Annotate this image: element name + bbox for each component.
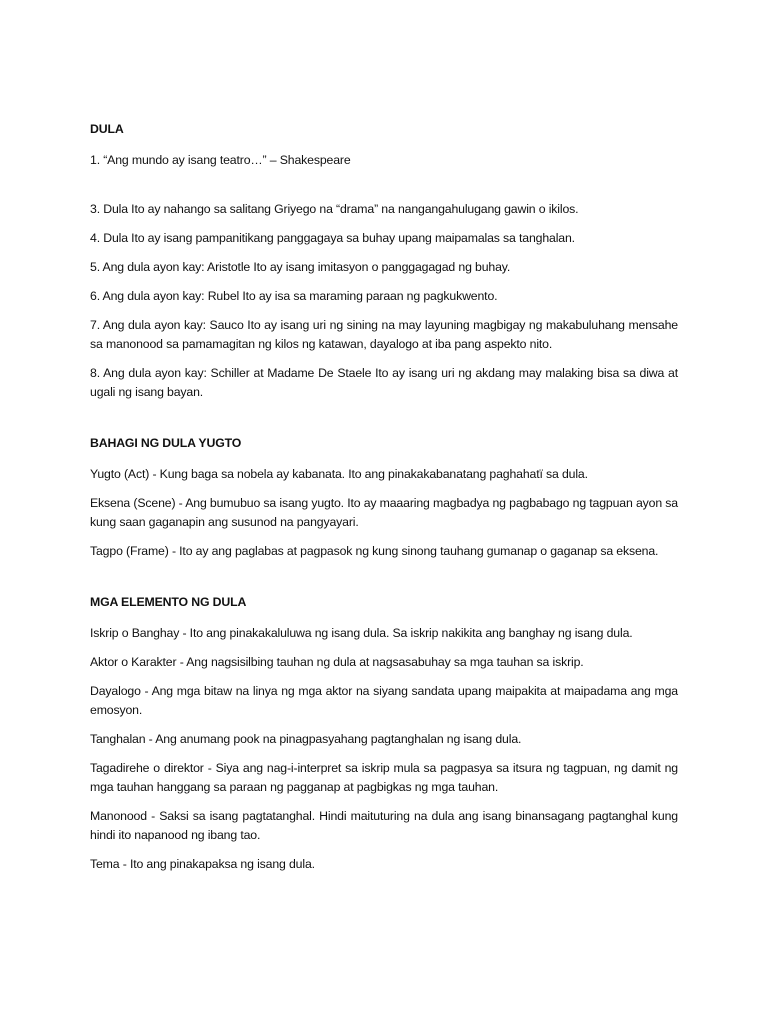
paragraph: Yugto (Act) - Kung baga sa nobela ay kabanata. Ito ang pinakakabanatang paghahatï sa dula.: [90, 467, 588, 481]
paragraph: Eksena (Scene) - Ang bumubuo sa isang yugto. Ito ay maaaring magbadya ng pagbabago ng tagpuan ayon sa kung saan gaganapin ang susunod na pangyayari.: [90, 496, 678, 529]
spacer: [90, 180, 678, 200]
paragraph: Aktor o Karakter - Ang nagsisilbing tauhan ng dula at nagsasabuhay sa mga tauhan sa iskrip.: [90, 655, 584, 669]
spacer: [90, 412, 678, 434]
document-page: [90, 120, 678, 884]
paragraph: 7. Ang dula ayon kay: Sauco Ito ay isang uri ng sining na may layuning magbigay ng makabuluhang mensahe sa manonood sa pamamagitan ng kilos ng katawan, dayalogo at iba pang aspekto nito.: [90, 318, 678, 351]
paragraph: 8. Ang dula ayon kay: Schiller at Madame De Staele Ito ay isang uri ng akdang may malaking bisa sa diwa at ugali ng isang bayan.: [90, 366, 678, 399]
section-heading-bahagi: BAHAGI NG DULA YUGTO: [90, 436, 242, 450]
paragraph: Tagpo (Frame) - Ito ay ang paglabas at pagpasok ng kung sinong tauhang gumanap o gaganap sa eksena.: [90, 544, 659, 558]
paragraph: Tagadirehe o direktor - Siya ang nag-i-interpret sa iskrip mula sa pagpasya sa itsura ng tagpuan, ng damit ng mga tauhan hanggang sa paraan ng pagganap at pagbigkas ng mga tauhan.: [90, 761, 678, 794]
paragraph: 6. Ang dula ayon kay: Rubel Ito ay isa sa maraming paraan ng pagkukwento.: [90, 289, 498, 303]
paragraph: Dayalogo - Ang mga bitaw na linya ng mga aktor na siyang sandata upang maipakita at maipadama ang mga emosyon.: [90, 684, 678, 717]
paragraph: 5. Ang dula ayon kay: Aristotle Ito ay isang imitasyon o panggagagad ng buhay.: [90, 260, 511, 274]
section-heading-elemento: MGA ELEMENTO NG DULA: [90, 595, 247, 609]
spacer: [90, 571, 678, 593]
section-heading-dula: DULA: [90, 122, 124, 136]
paragraph: Tanghalan - Ang anumang pook na pinagpasyahang pagtanghalan ng isang dula.: [90, 732, 522, 746]
paragraph: 4. Dula Ito ay isang pampanitikang panggagaya sa buhay upang maipamalas sa tanghalan.: [90, 231, 575, 245]
paragraph: Tema - Ito ang pinakapaksa ng isang dula.: [90, 857, 315, 871]
paragraph: 1. “Ang mundo ay isang teatro…” – Shakespeare: [90, 153, 351, 167]
paragraph: Iskrip o Banghay - Ito ang pinakakaluluwa ng isang dula. Sa iskrip nakikita ang banghay ng isang dula.: [90, 626, 633, 640]
paragraph: 3. Dula Ito ay nahango sa salitang Griyego na “drama” na nangangahulugang gawin o ikilos.: [90, 202, 579, 216]
paragraph: Manonood - Saksi sa isang pagtatanghal. Hindi maituturing na dula ang isang binansagang pagtanghal kung hindi ito napanood ng ibang tao.: [90, 809, 678, 842]
